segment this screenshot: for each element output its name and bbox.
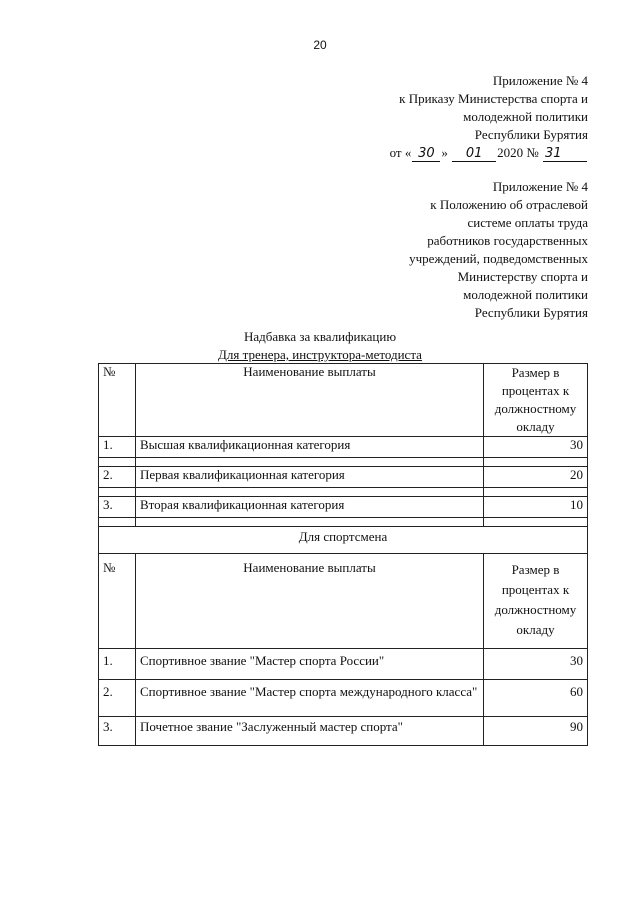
- row-num: 3.: [99, 497, 136, 518]
- header-num: №: [99, 554, 136, 649]
- table-row: [99, 717, 588, 746]
- row-value: 20: [484, 467, 588, 488]
- appendix-order-block: [390, 72, 588, 162]
- header-name: Наименование выплаты: [136, 364, 484, 437]
- appendix-line: молодежной политики: [463, 109, 588, 124]
- appendix-regulation-block: [409, 178, 588, 322]
- row-num: 2.: [99, 467, 136, 488]
- table-row: [99, 437, 588, 458]
- appendix-line: Министерству спорта и: [457, 269, 588, 284]
- table-row: [99, 649, 588, 680]
- header-num: №: [99, 364, 136, 437]
- row-num: 2.: [99, 680, 136, 717]
- appendix-line: работников государственных: [427, 233, 588, 248]
- date-prefix: от «: [389, 145, 412, 160]
- header-name: Наименование выплаты: [136, 554, 484, 649]
- heading-title: Надбавка за квалификацию: [243, 329, 397, 344]
- row-value: 90: [484, 717, 588, 746]
- date-year: 2020 №: [497, 145, 539, 160]
- table-spacer: [99, 518, 588, 527]
- allowance-table: [98, 363, 588, 746]
- table-row: [99, 680, 588, 717]
- document-heading: [0, 328, 640, 364]
- order-date-line: [390, 144, 588, 162]
- section-row: [99, 527, 588, 554]
- table-spacer: [99, 458, 588, 467]
- appendix-line: к Положению об отраслевой: [430, 197, 588, 212]
- row-num: 3.: [99, 717, 136, 746]
- appendix-line: молодежной политики: [463, 287, 588, 302]
- appendix-line: учреждений, подведомственных: [409, 251, 588, 266]
- row-name: Высшая квалификационная категория: [136, 437, 484, 458]
- table-spacer: [99, 488, 588, 497]
- date-mid: »: [441, 145, 448, 160]
- row-name: Почетное звание "Заслуженный мастер спорта": [136, 717, 484, 746]
- table-row: [99, 497, 588, 518]
- row-value: 10: [484, 497, 588, 518]
- table-row: [99, 467, 588, 488]
- order-number: 31: [543, 147, 587, 162]
- row-value: 60: [484, 680, 588, 717]
- row-name: Спортивное звание "Мастер спорта России": [136, 649, 484, 680]
- appendix-line: Приложение № 4: [492, 179, 588, 194]
- heading-subtitle: Для тренера, инструктора-методиста: [218, 347, 422, 362]
- row-name: Первая квалификационная категория: [136, 467, 484, 488]
- header-size: Размер в процентах к должностному окладу: [484, 554, 588, 649]
- date-day: 30: [412, 147, 440, 162]
- section-label: Для спортсмена: [99, 527, 588, 554]
- table-header-row: [99, 364, 588, 437]
- row-value: 30: [484, 437, 588, 458]
- row-num: 1.: [99, 437, 136, 458]
- appendix-line: Республики Бурятия: [474, 305, 588, 320]
- row-value: 30: [484, 649, 588, 680]
- appendix-line: системе оплаты труда: [467, 215, 588, 230]
- row-num: 1.: [99, 649, 136, 680]
- header-size: Размер в процентах к должностному окладу: [484, 364, 588, 437]
- date-month: 01: [452, 147, 496, 162]
- row-name: Спортивное звание "Мастер спорта международного класса": [136, 680, 484, 717]
- appendix-line: Республики Бурятия: [474, 127, 588, 142]
- table-header-row: [99, 554, 588, 649]
- row-name: Вторая квалификационная категория: [136, 497, 484, 518]
- appendix-line: Приложение № 4: [492, 73, 588, 88]
- appendix-line: к Приказу Министерства спорта и: [399, 91, 588, 106]
- page-number: 20: [313, 38, 327, 52]
